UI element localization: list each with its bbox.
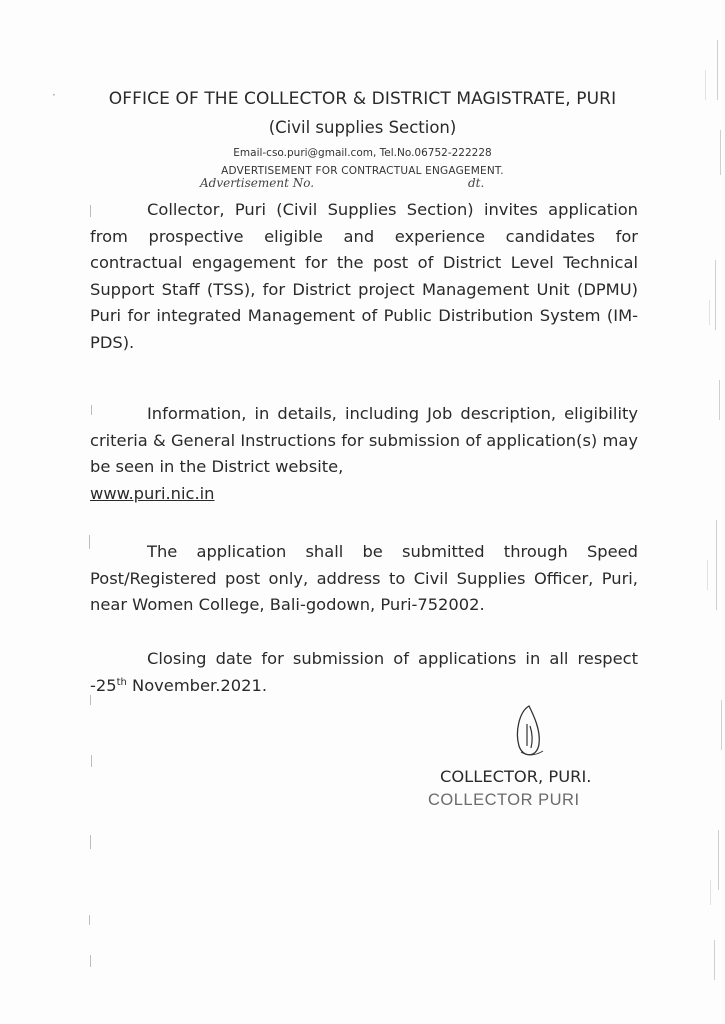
section-name: (Civil supplies Section): [268, 118, 457, 137]
advertisement-heading: ADVERTISEMENT FOR CONTRACTUAL ENGAGEMENT.: [221, 165, 504, 177]
paragraph-submission: The application shall be submitted through Speed Post/Registered post only, address to Civil Supplies Officer, Puri, near Women College, Bali-godown, Puri-752002.: [90, 542, 638, 615]
left-margin-marks: [88, 195, 98, 995]
date-suffix: th: [116, 676, 127, 688]
office-title: OFFICE OF THE COLLECTOR & DISTRICT MAGISTRATE, PURI: [108, 89, 617, 109]
information-text: Information, in details, including Job description, eligibility criteria & General Instructions for submission of application(s) may be seen in the District website,: [90, 404, 638, 476]
handwritten-date: dt.: [468, 176, 485, 190]
paragraph-intro: Collector, Puri (Civil Supplies Section) invites application from prospective eligible and experience candidates for contractual engagement for the post of District Level Technical Support Staff (TSS), for District project Management Unit (DPMU) Puri for integrated Management of Public Distribution System (IM-PDS).: [90, 200, 638, 352]
paragraph-information: [90, 401, 638, 507]
handwritten-signature: [505, 702, 555, 764]
website-link[interactable]: www.puri.nic.in: [90, 483, 215, 503]
handwritten-advert-no: Advertisement No.: [200, 176, 315, 190]
signatory-title: COLLECTOR, PURI.: [440, 767, 592, 786]
scan-speck: ·: [52, 88, 56, 102]
office-stamp: COLLECTOR PURI: [428, 791, 580, 809]
contact-line: Email-cso.puri@gmail.com, Tel.No.06752-222228: [233, 147, 492, 159]
closing-date-end: November.2021.: [126, 675, 268, 695]
paragraph-closing-date: [90, 646, 638, 699]
closing-date-text: Closing date for submission of applications in all respect -25: [90, 649, 638, 695]
